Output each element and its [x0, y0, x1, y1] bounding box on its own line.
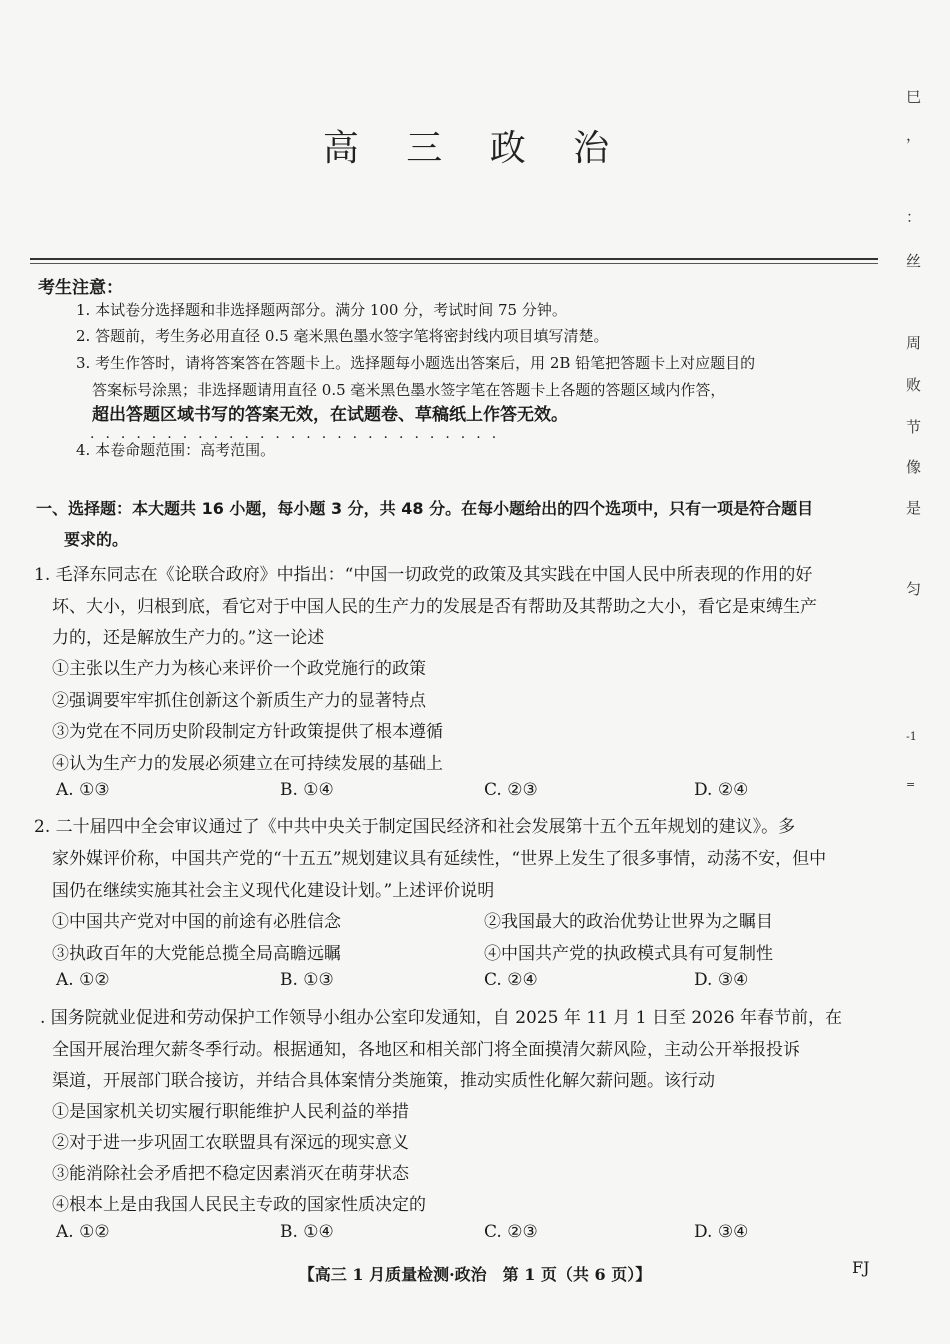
notice-line: 答案标号涂黑；非选择题请用直径 0.5 毫米黑色墨水签字笔在答题卡上各题的答题区域内作答，	[92, 381, 726, 399]
page-title: 高 三 政 治	[322, 128, 628, 169]
statement-item: ④认为生产力的发展必须建立在可持续发展的基础上	[52, 754, 443, 774]
statement-item: ①是国家机关切实履行职能维护人民利益的举措	[52, 1102, 409, 1122]
statement-item: ④根本上是由我国人民民主专政的国家性质决定的	[52, 1195, 426, 1215]
question-stem: 国仍在继续实施其社会主义现代化建设计划。”上述评价说明	[52, 881, 495, 901]
divider	[30, 258, 878, 260]
question-stem: . 国务院就业促进和劳动保护工作领导小组办公室印发通知，自 2025 年 11 月 1 日至 2026 年春节前，在	[40, 1008, 843, 1028]
choice-c: C. ②④	[484, 970, 538, 990]
choice-b: B. ①④	[280, 780, 334, 800]
margin-char: ，	[906, 126, 922, 144]
question-stem: 1. 毛泽东同志在《论联合政府》中指出：“中国一切政党的政策及其实践在中国人民中所表现的作用的好	[34, 565, 813, 585]
notice-line-emphasis: 超出答题区域书写的答案无效，在试题卷、草稿纸上作答无效。	[92, 405, 568, 425]
margin-char: 周	[906, 334, 922, 352]
statement-item: ②我国最大的政治优势让世界为之瞩目	[484, 912, 773, 932]
section-heading: 要求的。	[64, 530, 129, 549]
notice-line: 4. 本卷命题范围：高考范围。	[76, 441, 276, 459]
question-stem: 家外媒评价称，中国共产党的“十五五”规划建议具有延续性，“世界上发生了很多事情，动荡不安，但中	[52, 849, 827, 869]
question-stem: 坏、大小，归根到底，看它对于中国人民的生产力的发展是否有帮助及其帮助之大小，看它是束缚生产	[52, 597, 817, 617]
choice-a: A. ①②	[56, 970, 110, 990]
section-heading: 一、选择题：本大题共 16 小题，每小题 3 分，共 48 分。在每小题给出的四个选项中，只有一项是符合题目	[36, 499, 814, 518]
question-stem: 渠道，开展部门联合接访，并结合具体案情分类施策，推动实质性化解欠薪问题。该行动	[52, 1071, 715, 1091]
statement-item: ③为党在不同历史阶段制定方针政策提供了根本遵循	[52, 722, 443, 742]
choice-b: B. ①④	[280, 1222, 334, 1242]
statement-item: ①中国共产党对中国的前途有必胜信念	[52, 912, 341, 932]
emphasis-dots: ···························	[90, 430, 508, 446]
notice-line: 3. 考生作答时，请将答案答在答题卡上。选择题每小题选出答案后，用 2B 铅笔把答题卡上对应题目的	[76, 354, 756, 372]
notice-line: 2. 答题前，考生务必用直径 0.5 毫米黑色墨水签字笔将密封线内项目填写清楚。	[76, 327, 609, 345]
choice-c: C. ②③	[484, 1222, 538, 1242]
statement-item: ③执政百年的大党能总揽全局高瞻远瞩	[52, 944, 341, 964]
notice-line: 1. 本试卷分选择题和非选择题两部分。满分 100 分，考试时间 75 分钟。	[76, 301, 567, 319]
choice-a: A. ①②	[56, 1222, 110, 1242]
margin-char: 巳	[906, 88, 922, 106]
choice-d: D. ③④	[694, 970, 749, 990]
margin-char: 败	[906, 376, 922, 394]
margin-char: 是	[906, 499, 922, 517]
statement-item: ②对于进一步巩固工农联盟具有深远的现实意义	[52, 1133, 409, 1153]
margin-char: ：	[906, 208, 922, 226]
margin-char: 匀	[906, 580, 922, 598]
margin-char: 丝	[906, 252, 922, 270]
question-stem: 2. 二十届四中全会审议通过了《中共中央关于制定国民经济和社会发展第十五个五年规划的建议》。多	[34, 817, 796, 837]
divider	[30, 263, 878, 264]
question-stem: 力的，还是解放生产力的。”这一论述	[52, 628, 325, 648]
margin-char: 节	[906, 418, 922, 436]
margin-char: -1	[906, 730, 917, 743]
choice-a: A. ①③	[56, 780, 110, 800]
footer-code: FJ	[852, 1258, 870, 1277]
choice-c: C. ②③	[484, 780, 538, 800]
statement-item: ②强调要牢牢抓住创新这个新质生产力的显著特点	[52, 691, 426, 711]
statement-item: ④中国共产党的执政模式具有可复制性	[484, 944, 773, 964]
page-footer: 【高三 1 月质量检测·政治 第 1 页（共 6 页）】	[298, 1265, 652, 1284]
statement-item: ③能消除社会矛盾把不稳定因素消灭在萌芽状态	[52, 1164, 409, 1184]
choice-d: D. ③④	[694, 1222, 749, 1242]
choice-b: B. ①③	[280, 970, 334, 990]
margin-char: =	[906, 778, 916, 791]
statement-item: ①主张以生产力为核心来评价一个政党施行的政策	[52, 659, 426, 679]
choice-d: D. ②④	[694, 780, 749, 800]
question-stem: 全国开展治理欠薪冬季行动。根据通知，各地区和相关部门将全面摸清欠薪风险，主动公开举报投诉	[52, 1040, 800, 1060]
margin-char: 像	[906, 458, 922, 476]
notice-heading: 考生注意：	[38, 278, 123, 298]
